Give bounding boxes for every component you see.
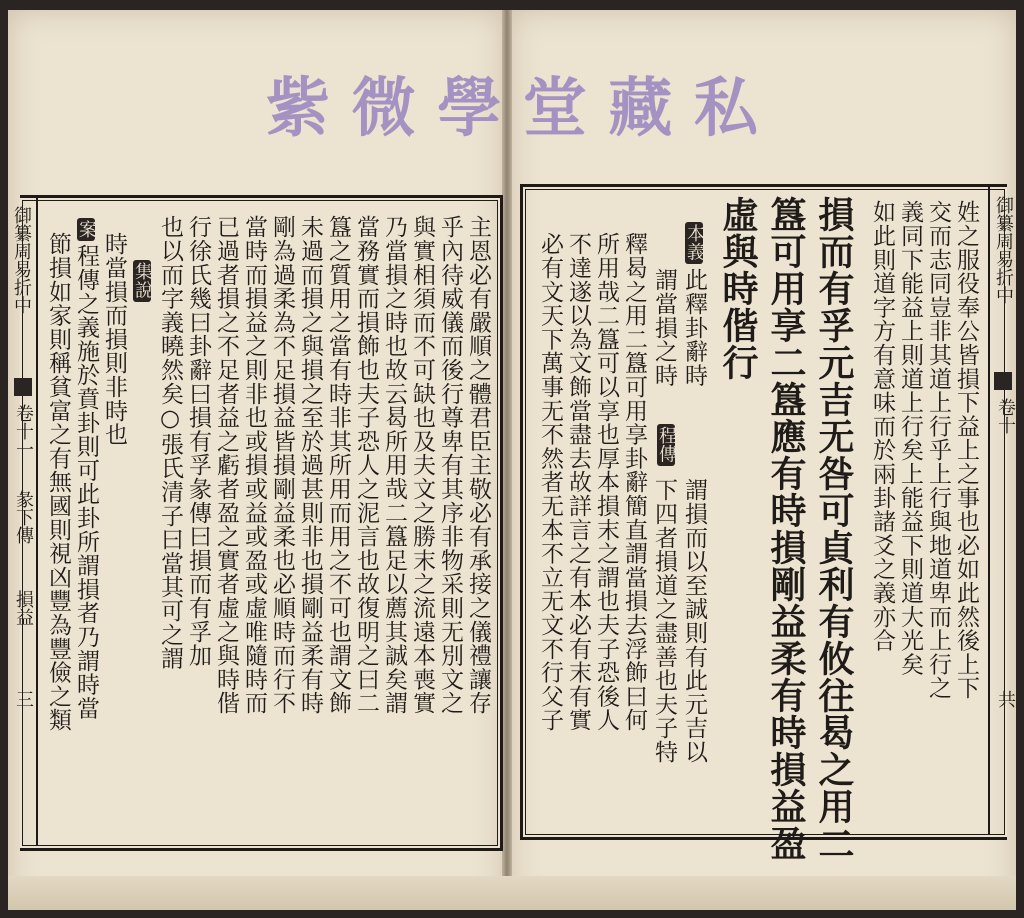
text-column: 與實相須而不可缺也及夫文之勝末之流遠本喪實 xyxy=(409,215,435,715)
right-margin-title: 御纂周易折中 xyxy=(993,196,1014,304)
left-margin-title: 御纂周易折中 xyxy=(11,206,32,314)
left-margin-page: 三 xyxy=(13,690,34,708)
hexagram-text-column: 損而有孚元吉无咎可貞利有攸往曷之用二 xyxy=(813,196,855,862)
commentary-marker-an xyxy=(74,218,97,241)
text-column: 乃當損之時也故云曷所用哉二簋足以薦其誠矣謂 xyxy=(381,215,407,715)
page-bottom-edge xyxy=(8,876,1016,910)
text-column: 必有文天下萬事无不然者无本不立无文不行父子 xyxy=(537,232,563,732)
text-column: 未過而損之與損之至於過甚則非也損剛益柔有時 xyxy=(297,215,323,715)
chengzhuan-label: 程傳 xyxy=(656,426,677,464)
text-column: 姓之服役奉公皆損下益上之事也必如此然後上下 xyxy=(953,200,979,700)
jishuo-label: 集說 xyxy=(132,262,153,300)
stamp-char: 微 xyxy=(351,72,424,146)
text-column: 如此則道字方有意味而於兩卦諸爻之義亦合 xyxy=(869,200,895,653)
stamp-char: 私 xyxy=(693,72,766,146)
text-column: 主恩必有嚴順之體君臣主敬必有承接之儀禮讓存 xyxy=(465,215,491,715)
benyi-label: 本義 xyxy=(684,224,705,262)
text-column: 乎內待威儀而後行尊卑有其序非物采則无別文之 xyxy=(437,215,463,715)
text-column: 下四者損道之盡善也夫子特 xyxy=(651,478,677,764)
text-column: 當務實而損飾也夫子恐人之泥言也故復明之曰二 xyxy=(353,215,379,715)
text-column: 交而志同豈非其道上行乎上行與地道卑而上行之 xyxy=(925,200,951,700)
commentary-marker-jishuo xyxy=(130,260,153,302)
text-column: 謂當損之時 xyxy=(651,268,677,387)
stamp-char: 學 xyxy=(437,72,510,146)
stamp-char: 藏 xyxy=(608,72,681,146)
text-column: 也以而字義曉然矣○張氏清子曰當其可之謂 xyxy=(157,215,183,671)
left-margin-rule xyxy=(36,195,38,845)
text-column: 釋曷之用二簋可用享卦辭簡直謂當損去浮飾曰何 xyxy=(621,232,647,732)
right-margin-rule xyxy=(988,184,990,834)
text-column: 節損如家則稱貧富之有無國則視凶豐為豐儉之類 xyxy=(45,232,71,732)
stamp-char: 堂 xyxy=(522,72,595,146)
commentary-marker-benyi xyxy=(682,222,705,264)
text-column: 所用哉二簋可以享也厚本損末之謂也夫子恐後人 xyxy=(593,232,619,732)
text-column: 此釋卦辭時 xyxy=(681,268,707,387)
hexagram-text-column: 簋可用享二簋應有時損剛益柔有時損益盈 xyxy=(765,196,807,862)
left-margin-hexagram: 損益 xyxy=(13,590,34,626)
left-margin-section: 彖下傳 xyxy=(13,490,34,544)
fish-tail-mark xyxy=(14,378,32,396)
left-margin-volume: 卷十一 xyxy=(13,404,34,458)
text-column: 義同下能益上則道上行矣上能益下則道大光矣 xyxy=(897,200,923,676)
collector-seal-stamp xyxy=(266,58,766,148)
text-column: 時當損而損則非時也 xyxy=(101,232,127,447)
stamp-char: 紫 xyxy=(266,72,338,146)
hexagram-text-column: 虛與時偕行 xyxy=(717,196,759,381)
text-column: 行徐氏幾曰卦辭曰損有孚彖傳曰損而有孚加 xyxy=(185,215,211,668)
text-column: 謂損而以至誠則有此元吉以 xyxy=(681,478,707,764)
an-label: 案 xyxy=(76,220,97,239)
right-margin-page: 共 xyxy=(995,690,1016,708)
commentary-marker-chengzhuan xyxy=(654,424,677,466)
text-column: 剛為過柔為不足損益皆損剛益柔也必順時而行不 xyxy=(269,215,295,715)
text-column: 程傳之義施於賁卦則可此卦所謂損者乃謂時當 xyxy=(73,244,99,720)
text-column: 簋之質用之當有時非其所用而用之不可也謂文飾 xyxy=(325,215,351,715)
right-margin-volume: 卷十 xyxy=(995,398,1016,434)
fish-tail-mark xyxy=(994,372,1012,390)
text-column: 當時而損益之則非也或損或益或盈或虛唯隨時而 xyxy=(241,215,267,715)
text-column: 不達遂以為文飾當盡去故詳言之有本必有末有實 xyxy=(565,232,591,732)
text-column: 已過者損之不足者益之虧者盈之實者虛之與時偕 xyxy=(213,215,239,715)
